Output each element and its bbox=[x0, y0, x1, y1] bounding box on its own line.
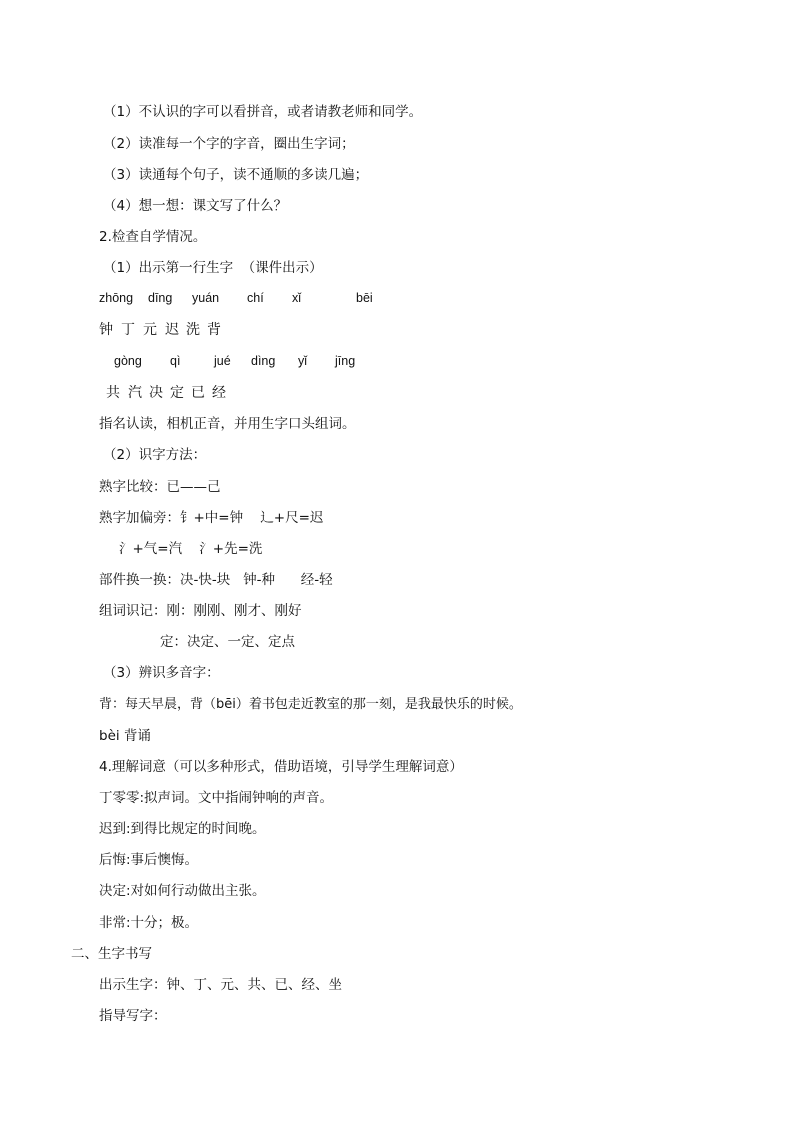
method-radical-2: 氵+气=汽 氵+先=洗 bbox=[119, 541, 263, 557]
subsection-method: （2）识字方法： bbox=[103, 447, 207, 463]
pinyin: zhōng bbox=[99, 291, 134, 305]
pinyin: yǐ bbox=[298, 354, 308, 368]
character: 汽 bbox=[128, 385, 142, 401]
polyphone-bei: bèi 背诵 bbox=[99, 728, 151, 744]
pinyin: qì bbox=[170, 354, 181, 368]
character: 已 bbox=[191, 385, 205, 401]
pinyin: gòng bbox=[114, 354, 142, 368]
method-swap-component: 部件换一换：决-快-块 钟-种 经-轻 bbox=[99, 572, 333, 588]
method-word-gang: 组词识记：刚：刚刚、刚才、刚好 bbox=[99, 603, 302, 619]
instruction-line-2: （2）读准每一个字的字音，圈出生字词； bbox=[103, 136, 355, 152]
section-heading-word-meaning: 4.理解词意（可以多种形式，借助语境，引导学生理解词意） bbox=[99, 759, 463, 775]
method-compare: 熟字比较：已——己 bbox=[99, 479, 221, 495]
pinyin: xǐ bbox=[292, 291, 302, 305]
pinyin: dìng bbox=[251, 354, 276, 368]
pinyin: jué bbox=[214, 354, 231, 368]
character: 丁 bbox=[121, 322, 135, 338]
pinyin: chí bbox=[247, 291, 264, 305]
writing-characters: 出示生字：钟、丁、元、共、已、经、坐 bbox=[99, 977, 342, 993]
character: 定 bbox=[170, 385, 184, 401]
writing-guidance: 指导写字： bbox=[99, 1008, 167, 1024]
word-meaning-dinglingling: 丁零零:拟声词。文中指闹钟响的声音。 bbox=[99, 790, 334, 806]
instruction-line-1: （1）不认识的字可以看拼音，或者请教老师和同学。 bbox=[103, 104, 423, 120]
character: 共 bbox=[106, 385, 120, 401]
method-word-ding: 定：决定、一定、定点 bbox=[160, 634, 295, 650]
instruction-line-3: （3）读通每个句子，读不通顺的多读几遍； bbox=[103, 167, 369, 183]
character: 迟 bbox=[165, 322, 179, 338]
reading-instruction: 指名认读，相机正音，并用生字口头组词。 bbox=[99, 416, 356, 432]
section-heading-writing: 二、生字书写 bbox=[71, 946, 152, 962]
section-heading-check: 2.检查自学情况。 bbox=[99, 229, 207, 245]
word-meaning-chidao: 迟到:到得比规定的时间晚。 bbox=[99, 821, 266, 837]
character: 背 bbox=[207, 322, 221, 338]
subsection-polyphone: （3）辨识多音字： bbox=[103, 665, 220, 681]
subsection-show-characters: （1）出示第一行生字 （课件出示） bbox=[103, 260, 323, 276]
word-meaning-feichang: 非常:十分；极。 bbox=[99, 915, 199, 931]
polyphone-example: 背：每天早晨，背（bēi）着书包走近教室的那一刻，是我最快乐的时候。 bbox=[99, 697, 522, 712]
method-radical-1: 熟字加偏旁：钅+中=钟 辶+尺=迟 bbox=[99, 510, 324, 526]
instruction-line-4: （4）想一想：课文写了什么？ bbox=[103, 198, 288, 214]
character: 钟 bbox=[99, 322, 113, 338]
pinyin: jīng bbox=[335, 354, 356, 368]
character: 元 bbox=[143, 322, 157, 338]
character: 决 bbox=[149, 385, 163, 401]
character: 洗 bbox=[186, 322, 200, 338]
word-meaning-jueding: 决定:对如何行动做出主张。 bbox=[99, 883, 266, 899]
pinyin: dīng bbox=[148, 291, 173, 305]
pinyin: yuán bbox=[192, 291, 220, 305]
word-meaning-houhui: 后悔:事后懊悔。 bbox=[99, 852, 199, 868]
pinyin: bēi bbox=[356, 291, 373, 305]
character: 经 bbox=[212, 385, 226, 401]
